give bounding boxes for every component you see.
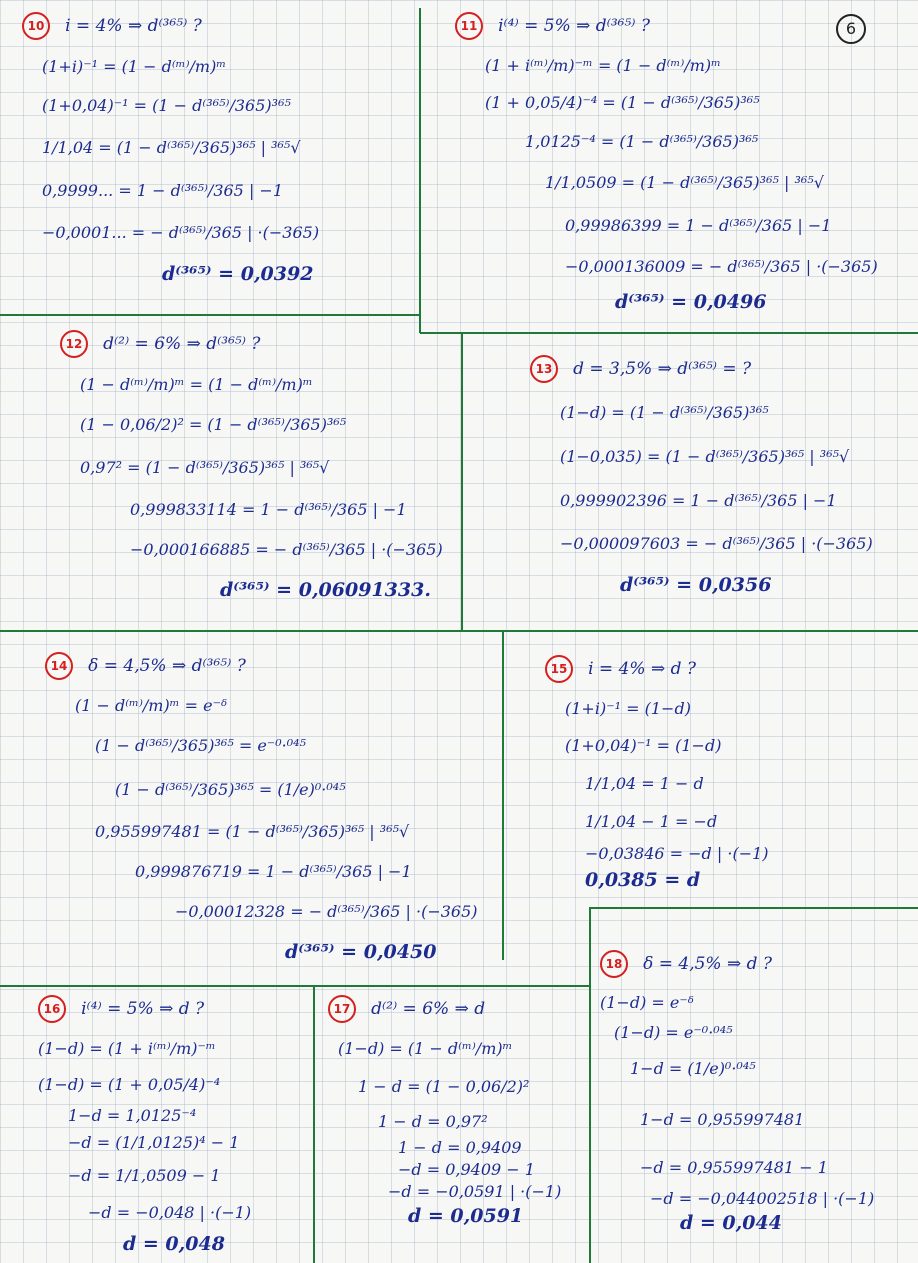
step: −0,00012328 = − d⁽³⁶⁵⁾/365 | ·(−365) <box>175 902 478 921</box>
step: (1 − 0,06/2)² = (1 − d⁽³⁶⁵⁾/365)³⁶⁵ <box>80 415 347 434</box>
problem-15 <box>545 655 895 893</box>
step: 1,0125⁻⁴ = (1 − d⁽³⁶⁵⁾/365)³⁶⁵ <box>525 132 759 151</box>
step: 0,955997481 = (1 − d⁽³⁶⁵⁾/365)³⁶⁵ | ³⁶⁵√ <box>95 822 410 841</box>
step: 0,97² = (1 − d⁽³⁶⁵⁾/365)³⁶⁵ | ³⁶⁵√ <box>80 458 330 477</box>
step: (1−d) = (1 − d⁽³⁶⁵⁾/365)³⁶⁵ <box>560 403 769 422</box>
step: −d = −0,048 | ·(−1) <box>88 1203 252 1222</box>
step: (1+i)⁻¹ = (1−d) <box>565 699 691 718</box>
answer: d⁽³⁶⁵⁾ = 0,0496 <box>615 291 767 313</box>
step: (1+0,04)⁻¹ = (1 − d⁽³⁶⁵⁾/365)³⁶⁵ <box>42 96 291 115</box>
divider-h-4 <box>590 907 918 909</box>
divider-v-1 <box>419 8 421 333</box>
solution-steps <box>600 986 910 1236</box>
step: (1−d) = (1 − d⁽ᵐ⁾/m)ᵐ <box>338 1039 513 1058</box>
problem-11 <box>455 12 885 318</box>
divider-h-2 <box>420 332 918 334</box>
solution-steps <box>42 48 402 294</box>
step: (1 + 0,05/4)⁻⁴ = (1 − d⁽³⁶⁵⁾/365)³⁶⁵ <box>485 93 760 112</box>
problem-title: d⁽²⁾ = 6% ⇒ d <box>371 999 486 1019</box>
step: (1 − d⁽³⁶⁵⁾/365)³⁶⁵ = e⁻⁰·⁰⁴⁵ <box>95 736 306 755</box>
step: 1−d = 1,0125⁻⁴ <box>68 1106 197 1125</box>
solution-steps <box>485 48 885 318</box>
step: 1 − d = (1 − 0,06/2)² <box>358 1077 530 1096</box>
problem-title: i⁽⁴⁾ = 5% ⇒ d ? <box>81 999 205 1019</box>
step: 0,999902396 = 1 − d⁽³⁶⁵⁾/365 | −1 <box>560 491 837 510</box>
problem-number: 13 <box>530 355 558 383</box>
problem-number: 15 <box>545 655 573 683</box>
answer: d = 0,044 <box>680 1212 782 1234</box>
problem-14 <box>45 652 495 972</box>
step: 1−d = 0,955997481 <box>640 1110 805 1129</box>
answer: 0,0385 = d <box>585 869 701 891</box>
step: (1 + i⁽ᵐ⁾/m)⁻ᵐ = (1 − d⁽ᵐ⁾/m)ᵐ <box>485 56 721 75</box>
step: 0,99986399 = 1 − d⁽³⁶⁵⁾/365 | −1 <box>565 216 832 235</box>
solution-steps <box>338 1031 588 1229</box>
answer: d = 0,0591 <box>408 1205 524 1227</box>
page-number: 6 <box>836 14 866 44</box>
step: 0,9999... = 1 − d⁽³⁶⁵⁾/365 | −1 <box>42 181 283 200</box>
step: 1−d = (1/e)⁰·⁰⁴⁵ <box>630 1059 756 1078</box>
solution-steps <box>80 366 450 610</box>
solution-steps <box>565 691 895 893</box>
divider-v-4 <box>589 907 591 1263</box>
step: (1+0,04)⁻¹ = (1−d) <box>565 736 722 755</box>
solution-steps <box>38 1031 308 1257</box>
step: 1/1,04 − 1 = −d <box>585 812 718 831</box>
step: −d = −0,044002518 | ·(−1) <box>650 1189 875 1208</box>
problem-18 <box>600 950 910 1236</box>
step: −0,000166885 = − d⁽³⁶⁵⁾/365 | ·(−365) <box>130 540 443 559</box>
step: 1/1,04 = (1 − d⁽³⁶⁵⁾/365)³⁶⁵ | ³⁶⁵√ <box>42 138 301 157</box>
problem-number: 18 <box>600 950 628 978</box>
step: (1−d) = (1 + 0,05/4)⁻⁴ <box>38 1075 221 1094</box>
divider-h-5 <box>0 985 590 987</box>
step: (1+i)⁻¹ = (1 − d⁽ᵐ⁾/m)ᵐ <box>42 57 227 76</box>
problem-number: 10 <box>22 12 50 40</box>
step: 0,999833114 = 1 − d⁽³⁶⁵⁾/365 | −1 <box>130 500 407 519</box>
step: (1−0,035) = (1 − d⁽³⁶⁵⁾/365)³⁶⁵ | ³⁶⁵√ <box>560 447 850 466</box>
problem-title: δ = 4,5% ⇒ d ? <box>643 954 773 974</box>
step: −d = 0,9409 − 1 <box>398 1160 535 1179</box>
divider-v-2 <box>461 332 463 630</box>
problem-10 <box>22 12 402 294</box>
step: 0,999876719 = 1 − d⁽³⁶⁵⁾/365 | −1 <box>135 862 412 881</box>
divider-v-3 <box>502 630 504 960</box>
answer: d⁽³⁶⁵⁾ = 0,0450 <box>285 941 437 963</box>
step: −d = −0,0591 | ·(−1) <box>388 1182 562 1201</box>
problem-17 <box>328 995 588 1229</box>
step: 1/1,0509 = (1 − d⁽³⁶⁵⁾/365)³⁶⁵ | ³⁶⁵√ <box>545 173 824 192</box>
step: 1 − d = 0,97² <box>378 1112 488 1131</box>
step: −0,03846 = −d | ·(−1) <box>585 844 769 863</box>
step: (1−d) = e⁻⁰·⁰⁴⁵ <box>614 1023 733 1042</box>
answer: d⁽³⁶⁵⁾ = 0,0356 <box>620 574 772 596</box>
step: −d = (1/1,0125)⁴ − 1 <box>68 1133 240 1152</box>
step: 1 − d = 0,9409 <box>398 1138 522 1157</box>
step: −0,000136009 = − d⁽³⁶⁵⁾/365 | ·(−365) <box>565 257 878 276</box>
divider-h-3 <box>0 630 918 632</box>
problem-title: i⁽⁴⁾ = 5% ⇒ d⁽³⁶⁵⁾ ? <box>498 16 650 36</box>
solution-steps <box>75 688 495 972</box>
step: −d = 1/1,0509 − 1 <box>68 1166 221 1185</box>
step: −d = 0,955997481 − 1 <box>640 1158 828 1177</box>
problem-number: 17 <box>328 995 356 1023</box>
answer: d⁽³⁶⁵⁾ = 0,06091333. <box>220 579 431 601</box>
problem-title: d⁽²⁾ = 6% ⇒ d⁽³⁶⁵⁾ ? <box>103 334 261 354</box>
answer: d = 0,048 <box>123 1233 225 1255</box>
problem-12 <box>60 330 450 610</box>
problem-title: δ = 4,5% ⇒ d⁽³⁶⁵⁾ ? <box>88 656 246 676</box>
solution-steps <box>560 391 910 605</box>
step: −0,000097603 = − d⁽³⁶⁵⁾/365 | ·(−365) <box>560 534 873 553</box>
problem-number: 16 <box>38 995 66 1023</box>
step: (1−d) = e⁻ᵟ <box>600 993 694 1012</box>
problem-13 <box>530 355 910 605</box>
step: (1 − d⁽ᵐ⁾/m)ᵐ = (1 − d⁽ᵐ⁾/m)ᵐ <box>80 375 313 394</box>
problem-number: 14 <box>45 652 73 680</box>
answer: d⁽³⁶⁵⁾ = 0,0392 <box>162 263 314 285</box>
problem-title: d = 3,5% ⇒ d⁽³⁶⁵⁾ = ? <box>573 359 752 379</box>
problem-16 <box>38 995 308 1257</box>
problem-title: i = 4% ⇒ d ? <box>588 659 697 679</box>
step: (1 − d⁽ᵐ⁾/m)ᵐ = e⁻ᵟ <box>75 696 228 715</box>
step: 1/1,04 = 1 − d <box>585 774 704 793</box>
problem-number: 11 <box>455 12 483 40</box>
problem-title: i = 4% ⇒ d⁽³⁶⁵⁾ ? <box>65 16 202 36</box>
divider-v-5 <box>313 985 315 1263</box>
divider-h-1 <box>0 314 420 316</box>
problem-number: 12 <box>60 330 88 358</box>
step: (1 − d⁽³⁶⁵⁾/365)³⁶⁵ = (1/e)⁰·⁰⁴⁵ <box>115 780 346 799</box>
step: −0,0001... = − d⁽³⁶⁵⁾/365 | ·(−365) <box>42 223 320 242</box>
step: (1−d) = (1 + i⁽ᵐ⁾/m)⁻ᵐ <box>38 1039 216 1058</box>
